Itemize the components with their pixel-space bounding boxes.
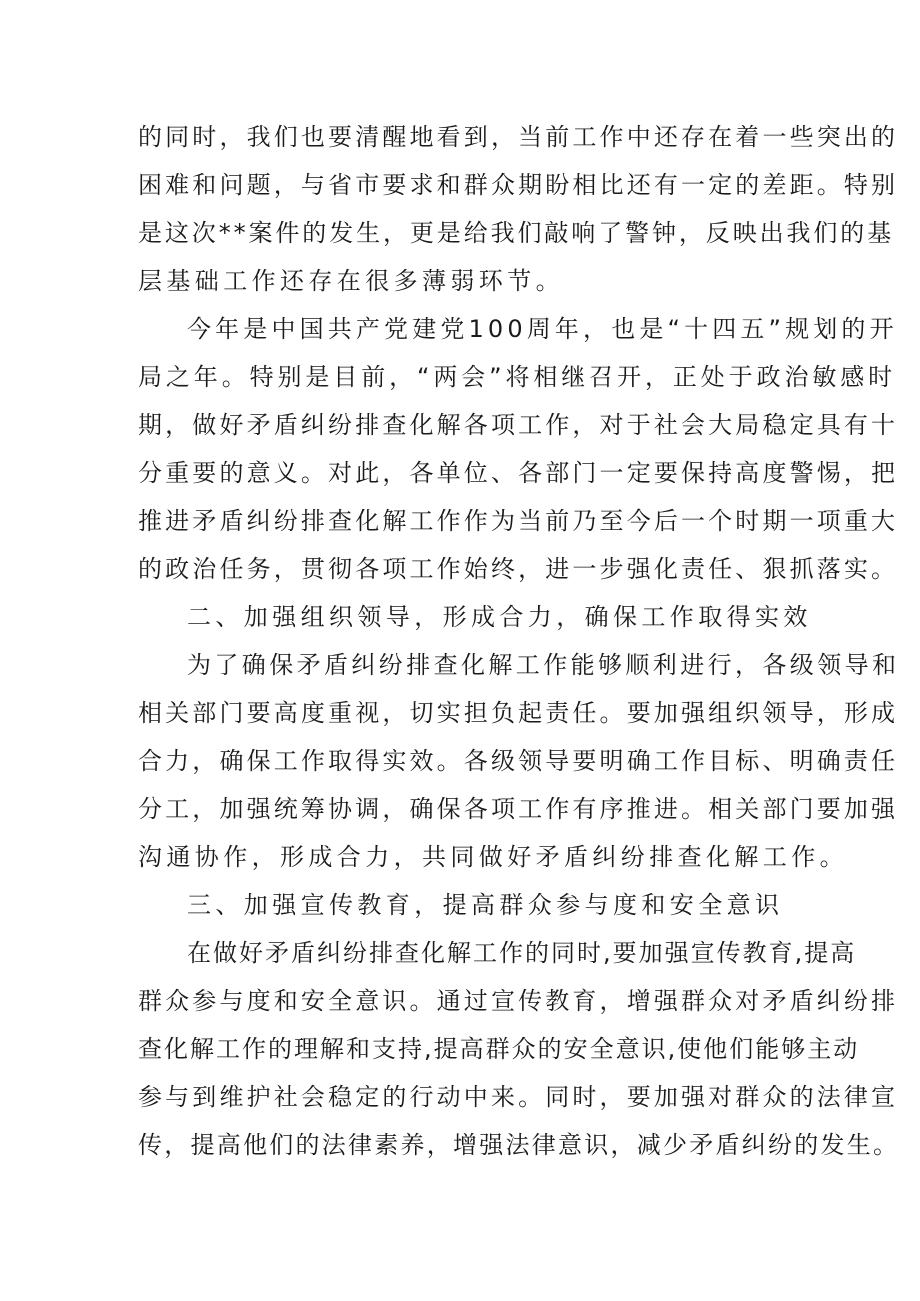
paragraph-line: 群众参与度和安全意识。通过宣传教育，增强群众对矛盾纠纷排 — [138, 987, 899, 1015]
paragraph-line: 相关部门要高度重视，切实担负起责任。要加强组织领导，形成 — [138, 699, 899, 727]
paragraph-line: 是这次**案件的发生，更是给我们敲响了警钟，反映出我们的基 — [138, 219, 895, 247]
paragraph-line: 参与到维护社会稳定的行动中来。同时，要加强对群众的法律宣 — [138, 1083, 899, 1111]
paragraph-line: 传，提高他们的法律素养，增强法律意识，减少矛盾纠纷的发生。 — [138, 1131, 900, 1159]
paragraph-line: 沟通协作，形成合力，共同做好矛盾纠纷排查化解工作。 — [138, 843, 848, 871]
paragraph-line: 分重要的意义。对此，各单位、各部门一定要保持高度警惕，把 — [138, 459, 899, 487]
paragraph-line: 层基础工作还存在很多薄弱环节。 — [138, 267, 564, 295]
paragraph-line: 的政治任务，贯彻各项工作始终，进一步强化责任、狠抓落实。 — [138, 555, 899, 583]
paragraph-line: 局之年。特别是目前，“两会”将相继召开，正处于政治敏感时 — [138, 363, 897, 391]
paragraph-line: 在做好矛盾纠纷排查化解工作的同时,要加强宣传教育,提高 — [187, 939, 857, 967]
paragraph-line: 合力，确保工作取得实效。各级领导要明确工作目标、明确责任 — [138, 747, 899, 775]
paragraph-line: 期，做好矛盾纠纷排查化解各项工作，对于社会大局稳定具有十 — [138, 411, 899, 439]
paragraph-line: 今年是中国共产党建党100周年，也是“十四五”规划的开 — [187, 315, 898, 343]
paragraph-line: 查化解工作的理解和支持,提高群众的安全意识,使他们能够主动 — [138, 1035, 860, 1063]
paragraph-line: 推进矛盾纠纷排查化解工作作为当前乃至今后一个时期一项重大 — [138, 507, 899, 535]
section-heading-3: 三、加强宣传教育，提高群众参与度和安全意识 — [187, 891, 784, 919]
paragraph-line: 的同时，我们也要清醒地看到，当前工作中还存在着一些突出的 — [138, 123, 899, 151]
paragraph-line: 困难和问题，与省市要求和群众期盼相比还有一定的差距。特别 — [138, 171, 899, 199]
section-heading-2: 二、加强组织领导，形成合力，确保工作取得实效 — [187, 603, 812, 631]
paragraph-line: 为了确保矛盾纠纷排查化解工作能够顺利进行，各级领导和 — [187, 651, 900, 679]
paragraph-line: 分工，加强统筹协调，确保各项工作有序推进。相关部门要加强 — [138, 795, 899, 823]
